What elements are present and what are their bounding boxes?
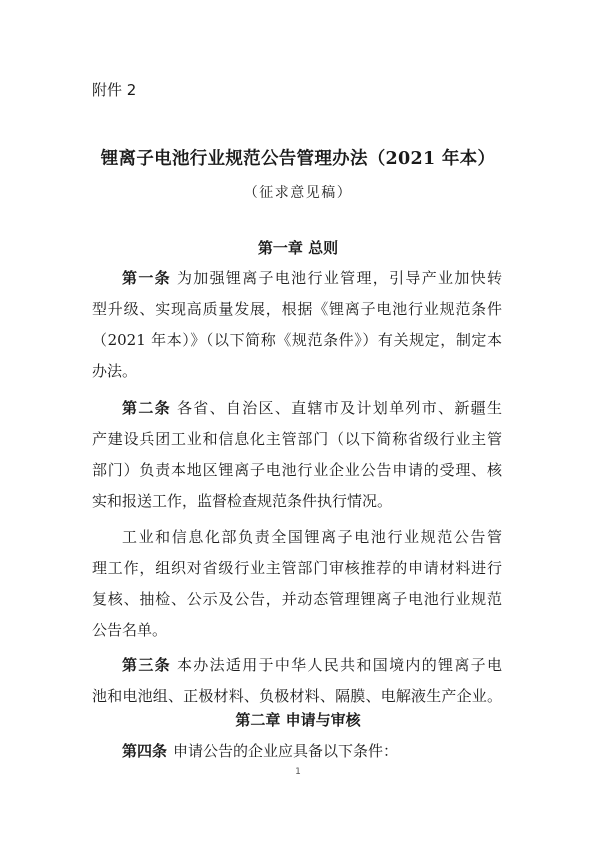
article-line: 部门）负责本地区锂离子电池行业企业公告申请的受理、核 [92, 461, 502, 479]
article-label: 第三条 [122, 656, 171, 674]
article-label: 第四条 [122, 742, 168, 760]
chapter-heading: 第一章 总则 [257, 239, 339, 257]
article-line: （2021 年本）》（以下简称《规范条件》）有关规定，制定本 [92, 331, 502, 349]
article-line: 公告名单。 [92, 621, 168, 639]
article-line: 池和电池组、正极材料、负极材料、隔膜、电解液生产企业。 [92, 687, 502, 705]
article-line: 理工作，组织对省级行业主管部门审核推荐的申请材料进行 [92, 559, 502, 577]
article-line: 工业和信息化部负责全国锂离子电池行业规范公告管 [122, 528, 502, 546]
article-line: 复核、抽检、公示及公告，并动态管理锂离子电池行业规范 [92, 590, 502, 608]
page-number: 1 [295, 767, 301, 777]
article-label: 第一条 [122, 269, 171, 287]
document-title: 锂离子电池行业规范公告管理办法（2021 年本） [100, 149, 496, 169]
document-subtitle: （征求意见稿） [243, 185, 353, 201]
article-line: 第二条 各省、自治区、直辖市及计划单列市、新疆生 [122, 399, 502, 417]
article-line: 实和报送工作，监督检查规范条件执行情况。 [92, 492, 393, 510]
article-line: 第一条 为加强锂离子电池行业管理，引导产业加快转 [122, 269, 502, 287]
attachment-label: 附件 2 [92, 81, 137, 99]
article-line: 第四条 申请公告的企业应具备以下条件： [122, 742, 399, 760]
article-line: 第三条 本办法适用于中华人民共和国境内的锂离子电 [122, 656, 502, 674]
article-line: 办法。 [92, 362, 138, 380]
article-label: 第二条 [122, 399, 171, 417]
article-line: 型升级、实现高质量发展，根据《锂离子电池行业规范条件 [92, 300, 502, 318]
article-line: 产建设兵团工业和信息化主管部门（以下简称省级行业主管 [92, 430, 502, 448]
chapter-heading: 第二章 申请与审核 [235, 711, 361, 729]
